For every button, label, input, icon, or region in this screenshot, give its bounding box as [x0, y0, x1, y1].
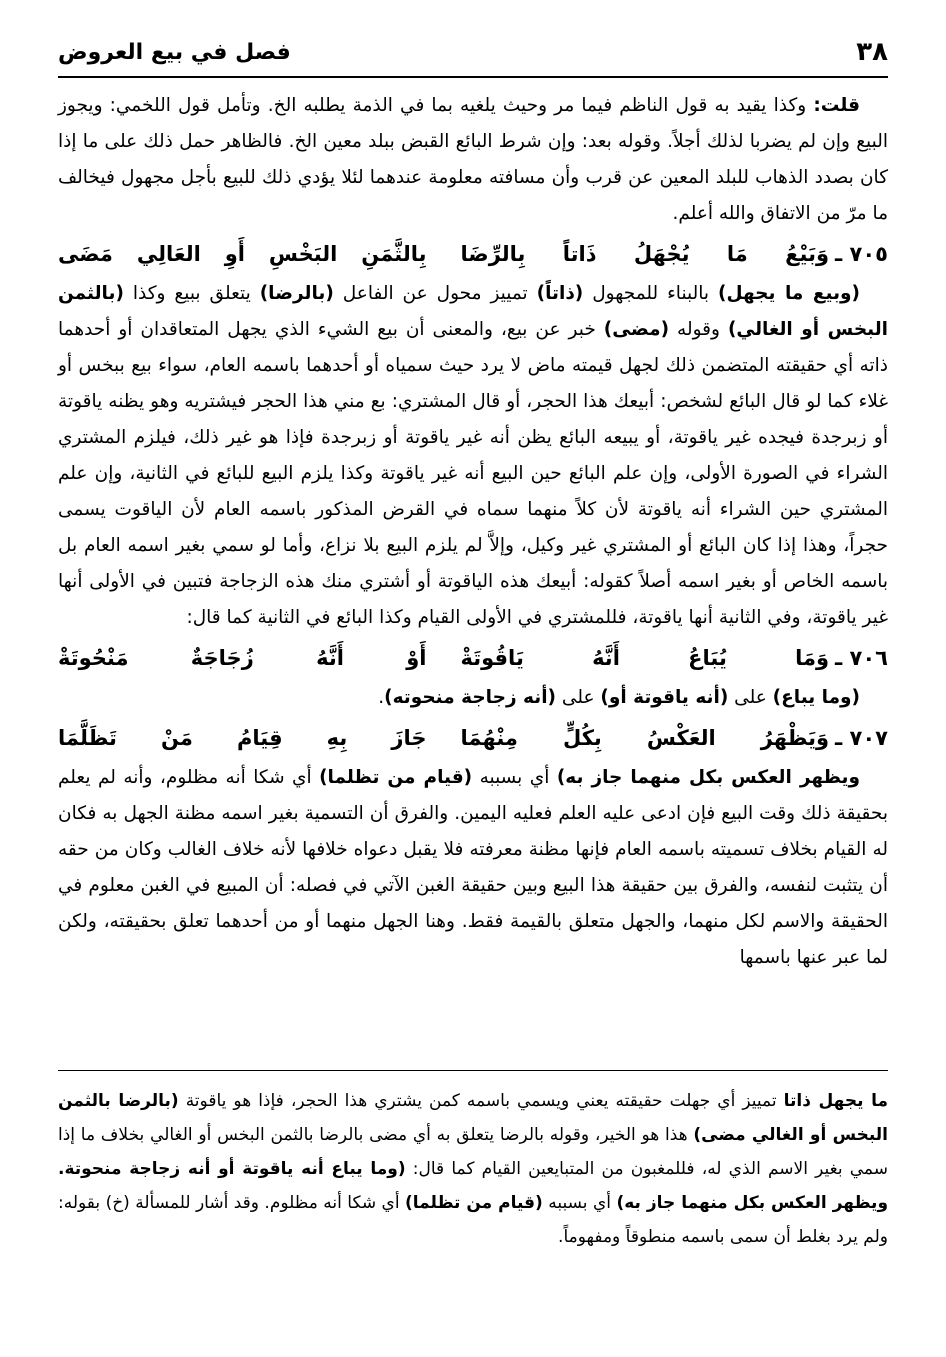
bold-quote: (أنه ياقوتة أو) [600, 687, 729, 708]
text-run: وقوله [669, 319, 728, 340]
text-run: . [378, 687, 385, 708]
verse-second-hemistich: أَوْ أَنَّهُ زُجَاجَةٌ مَنْحُوتَةْ [57, 646, 427, 670]
text-run: على [728, 687, 773, 708]
bold-quote: (بالثمن البخس أو الغالي) [58, 283, 888, 340]
text-run: أي شكا أنه مظلوم، وأنه لم يعلم بحقيقة ذلك وقت البيع فإن ادعى عليه العلم فعليه اليمين. والفرق أن التسمية بغير اسمه مظنة الجهل به فكان له القيام بخلاف تسميته باسمه العام فإنها مظنة معرفته فلا يقبل دعواه خلافها لأنه خلاف الغالب وكان من حقه أن يتثبت لنفسه، والفرق بين حقيقة هذا البيع وبين حقيقة الغبن الآتي في فصله: أن المبيع في الغبن معلوم في الحقيقة والاسم لكل منهما، والجهل متعلق بالقيمة فقط. وهنا الجهل منهما أو من أحدهما تعلق بحقيقته، ولكن لما عبر عنها باسمها [58, 767, 888, 968]
verse-second-hemistich: جَازَ بِهِ قِيَامُ مَنْ تَظَلَّمَا [57, 726, 427, 750]
bold-quote: (بالرضا) [259, 283, 334, 304]
text-run: تمييز أي جهلت حقيقته يعني ويسمي باسمه كمن يشتري هذا الحجر، فإذا هو ياقوتة [178, 1091, 784, 1111]
running-title: فصل في بيع العروض [58, 39, 291, 65]
text-run: أي بسببه [542, 1193, 617, 1213]
text-run: أي بسببه [472, 767, 557, 788]
text-run: خبر عن بيع، والمعنى أن بيع الشيء الذي يجهل المتعاقدان أو أحدهما ذاته أي حقيقته المتضمن ذلك لجهل قيمته ماض لا يرد حيث سمياه أو أحدهما باسمه العام، سواء بيع ببخس أو غلاء كما لو قال البائع لشخص: أبيعك هذا الحجر، أو قال المشتري: بع مني هذا الحجر فيشتريه وهو يظنه ياقوتة أو زبرجدة فيجده غير ياقوتة، أو يبيعه البائع يظن أنه غير ياقوتة أو زبرجدة فإذا هو غير ذلك، فيلزم المشتري الشراء في الصورة الأولى، وإن علم البائع حين البيع أنه غير ياقوتة وكذا يلزم البيع للبائع في الثانية، وإن علم المشتري حين الشراء أنه ياقوتة لأن كلاً منهما سماه في القرض المذكور باسمه العام لأن الياقوت يسمى حجراً، وهذا إذا كان البائع أو المشتري غير وكيل، وإلاَّ لم يلزم البيع بلا نزاع، وأما لو سمي بغير اسمه العام بل باسمه الخاص أو بغير اسمه أصلاً كقوله: أبيعك هذه الياقوتة أو أشتري منك هذه الزجاجة فتبين في الأولى أنها غير ياقوتة، وفي الثانية أنها ياقوتة، فللمشتري في الأولى القيام وكذا البائع في الثانية كما قال: [58, 319, 888, 628]
bold-quote: (مضى) [603, 319, 670, 340]
verse-706 [58, 636, 888, 680]
paragraph-text: وكذا يقيد به قول الناظم فيما مر وحيث يلغيه بما في الذمة يطلبه الخ. وتأمل قول اللخمي: ويجوز البيع وإن لم يضربا لذلك أجلاً. وقوله بعد: وإن شرط البائع القبض ببلد معين الخ. فالظاهر حمل ذلك على ما إذا كان بصدد الذهاب للبلد المعين عن قرب وأن مسافته معلومة عندهما لئلا يؤدي ذلك للبيع بأجل مجهول فيخالف ما مرّ من الاتفاق والله أعلم. [58, 95, 888, 224]
bold-quote: (وبيع ما يجهل) [718, 283, 860, 304]
page-header [58, 28, 888, 78]
verse-first-hemistich: وَيَظْهَرُ العَكْسُ بِكُلٍّ مِنْهُمَا [460, 726, 830, 750]
bold-quote: (قيام من تظلما) [319, 767, 473, 788]
verse-number: ٧٠٧ ـ [835, 726, 888, 750]
paragraph-4 [58, 760, 888, 976]
text-run: يتعلق ببيع وكذا [123, 283, 260, 304]
text-run: هذا هو الخير، وقوله بالرضا يتعلق به أي مضى بالرضا بالثمن البخس أو الغالي بخلاف ما إذا سمي بغير الاسم الذي له، فللمغبون من المتبايعين القيام كما قال: [58, 1125, 888, 1179]
bold-quote: (قيام من تظلما) [404, 1193, 543, 1213]
bold-quote: ويظهر العكس بكل منهما جاز به) [556, 767, 861, 788]
paragraph-1 [58, 88, 888, 232]
bold-quote: (أنه زجاجة منحوته) [384, 687, 557, 708]
verse-number: ٧٠٥ ـ [835, 242, 888, 266]
bold-quote: (وما يباع) [772, 687, 860, 708]
paragraph-label: قلت: [813, 95, 860, 116]
text-run: تمييز محول عن الفاعل [333, 283, 537, 304]
bold-quote: (ذاتاً) [536, 283, 584, 304]
bold-quote: (وما يباع أنه ياقوتة أو أنه زجاجة منحوتة. ويظهر العكس بكل منهما جاز به) [58, 1159, 889, 1213]
verse-number: ٧٠٦ ـ [835, 646, 888, 670]
footnote-text [58, 1084, 888, 1254]
verse-707 [58, 716, 888, 760]
bold-quote: ما يجهل ذاتا [783, 1091, 888, 1111]
verse-second-hemistich: بِالثَّمَنِ البَخْسِ أَوِ العَالِي مَضَى [57, 242, 427, 266]
bold-quote: (بالرضا بالثمن البخس أو الغالي مضى) [58, 1091, 888, 1145]
text-run: على [556, 687, 601, 708]
paragraph-3 [58, 680, 888, 716]
page-number: ٣٨ [856, 37, 888, 67]
footnote-divider [58, 1070, 888, 1071]
verse-first-hemistich: وَبَيْعُ مَا يُجْهَلُ ذَاتاً بِالرِّضَا [460, 242, 830, 266]
verse-705 [58, 232, 888, 276]
text-run: أي شكا أنه مظلوم. وقد أشار للمسألة (خ) بقوله: ولم يرد بغلط أن سمى باسمه منطوقاً ومفهوماً. [58, 1193, 888, 1247]
text-run: بالبناء للمجهول [583, 283, 718, 304]
verse-first-hemistich: وَمَا يُبَاعُ أَنَّهُ يَاقُوتَةْ [460, 646, 830, 670]
main-text [58, 88, 888, 976]
footnote-paragraph [58, 1084, 888, 1254]
paragraph-2 [58, 276, 888, 636]
